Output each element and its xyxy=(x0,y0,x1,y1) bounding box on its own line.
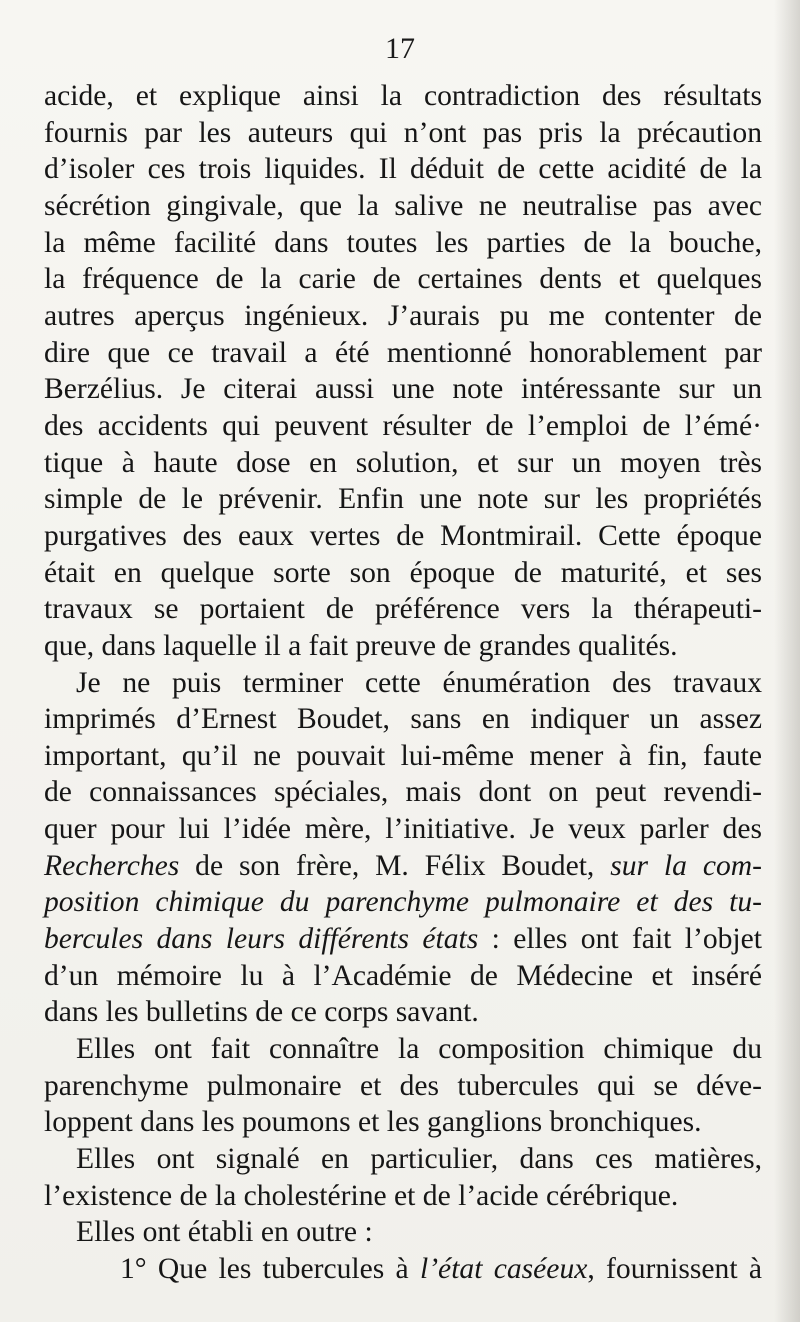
text-line xyxy=(44,1214,762,1251)
italic-text: Recherches xyxy=(44,849,180,882)
text-line xyxy=(44,701,762,738)
text-run: purgatives des eaux vertes de Montmirail. Cette époque xyxy=(44,519,762,552)
text-run: d’isoler ces trois liquides. Il déduit de cette acidité de la xyxy=(44,153,762,186)
text-line xyxy=(44,921,762,958)
text-line xyxy=(44,225,762,262)
text-line xyxy=(44,555,762,592)
text-run: : elles ont fait l’objet xyxy=(478,923,762,956)
text-run: simple de le prévenir. Enfin une note sur les propriétés xyxy=(44,483,762,516)
text-line xyxy=(44,665,762,702)
text-line xyxy=(44,628,762,665)
text-line xyxy=(44,958,762,995)
text-run: 1° Que les tubercules à xyxy=(120,1253,420,1285)
text-line xyxy=(44,518,762,555)
text-line xyxy=(44,591,762,628)
body-text xyxy=(44,78,762,1288)
text-run: fournis par les auteurs qui n’ont pas pris la précaution xyxy=(44,116,762,149)
text-run: sécrétion gingivale, que la salive ne neutralise pas avec xyxy=(44,189,762,222)
page-edge-shadow xyxy=(774,0,800,1322)
text-run: , fournissent à xyxy=(587,1253,762,1285)
text-run: l’existence de la cholestérine et de l’acide cérébrique. xyxy=(44,1179,679,1212)
text-run: autres aperçus ingénieux. J’aurais pu me contenter de xyxy=(44,299,762,332)
italic-text: bercules dans leurs différents états xyxy=(44,923,479,956)
text-run: la fréquence de la carie de certaines dents et quelques xyxy=(44,263,762,296)
text-run: la même facilité dans toutes les parties de la bouche, xyxy=(44,226,762,259)
text-run: Elles ont fait connaître la composition chimique du xyxy=(76,1033,762,1066)
text-run: imprimés d’Ernest Boudet, sans en indiquer un assez xyxy=(44,703,762,736)
text-line xyxy=(44,811,762,848)
text-run: acide, et explique ainsi la contradiction des résultats xyxy=(44,80,762,112)
text-line xyxy=(44,1031,762,1068)
text-line xyxy=(44,1178,762,1215)
text-run: quer pour lui l’idée mère, l’initiative. Je veux parler des xyxy=(44,813,762,846)
text-line xyxy=(44,884,762,921)
text-run: des accidents qui peuvent résulter de l’emploi de l’émé· xyxy=(44,409,762,442)
italic-text: position chimique du parenchyme pulmonaire et des tu- xyxy=(44,886,762,919)
text-run: dans les bulletins de ce corps savant. xyxy=(44,996,479,1029)
italic-text: l’état caséeux xyxy=(419,1253,588,1285)
text-line xyxy=(44,78,762,115)
text-run: tique à haute dose en solution, et sur un moyen très xyxy=(44,446,762,479)
text-line xyxy=(44,738,762,775)
text-line xyxy=(44,848,762,885)
text-run: que, dans laquelle il a fait preuve de grandes qualités. xyxy=(44,629,678,662)
text-run: dire que ce travail a été mentionné honorablement par xyxy=(44,336,762,369)
page-number: 17 xyxy=(385,32,415,65)
text-line xyxy=(44,261,762,298)
text-run: parenchyme pulmonaire et des tubercules qui se déve- xyxy=(44,1069,762,1102)
text-run: était en quelque sorte son époque de maturité, et ses xyxy=(44,556,762,589)
text-run: Berzélius. Je citerai aussi une note intéressante sur un xyxy=(44,373,762,406)
text-run: d’un mémoire lu à l’Académie de Médecine et inséré xyxy=(44,959,762,992)
text-line xyxy=(44,115,762,152)
text-run: de connaissances spéciales, mais dont on peut revendi- xyxy=(44,776,762,809)
text-line xyxy=(44,1068,762,1105)
text-run: Je ne puis terminer cette énumération des travaux xyxy=(76,666,762,699)
text-run: Elles ont signalé en particulier, dans ces matières, xyxy=(76,1143,762,1176)
text-line xyxy=(44,1104,762,1141)
text-line xyxy=(44,774,762,811)
text-line xyxy=(44,151,762,188)
text-line xyxy=(44,994,762,1031)
text-line xyxy=(44,188,762,225)
text-line xyxy=(44,1251,762,1288)
text-run: Elles ont établi en outre : xyxy=(76,1216,373,1249)
text-line xyxy=(44,481,762,518)
text-run: important, qu’il ne pouvait lui-même mener à fin, faute xyxy=(44,739,762,772)
text-line xyxy=(44,371,762,408)
italic-text: sur la com- xyxy=(610,849,762,882)
text-line xyxy=(44,335,762,372)
text-line xyxy=(44,1141,762,1178)
text-run: de son frère, M. Félix Boudet, xyxy=(179,849,611,882)
text-line xyxy=(44,298,762,335)
text-run: travaux se portaient de préférence vers la thérapeuti- xyxy=(44,593,762,626)
text-line xyxy=(44,445,762,482)
text-line xyxy=(44,408,762,445)
text-run: loppent dans les poumons et les ganglions bronchiques. xyxy=(44,1106,702,1139)
